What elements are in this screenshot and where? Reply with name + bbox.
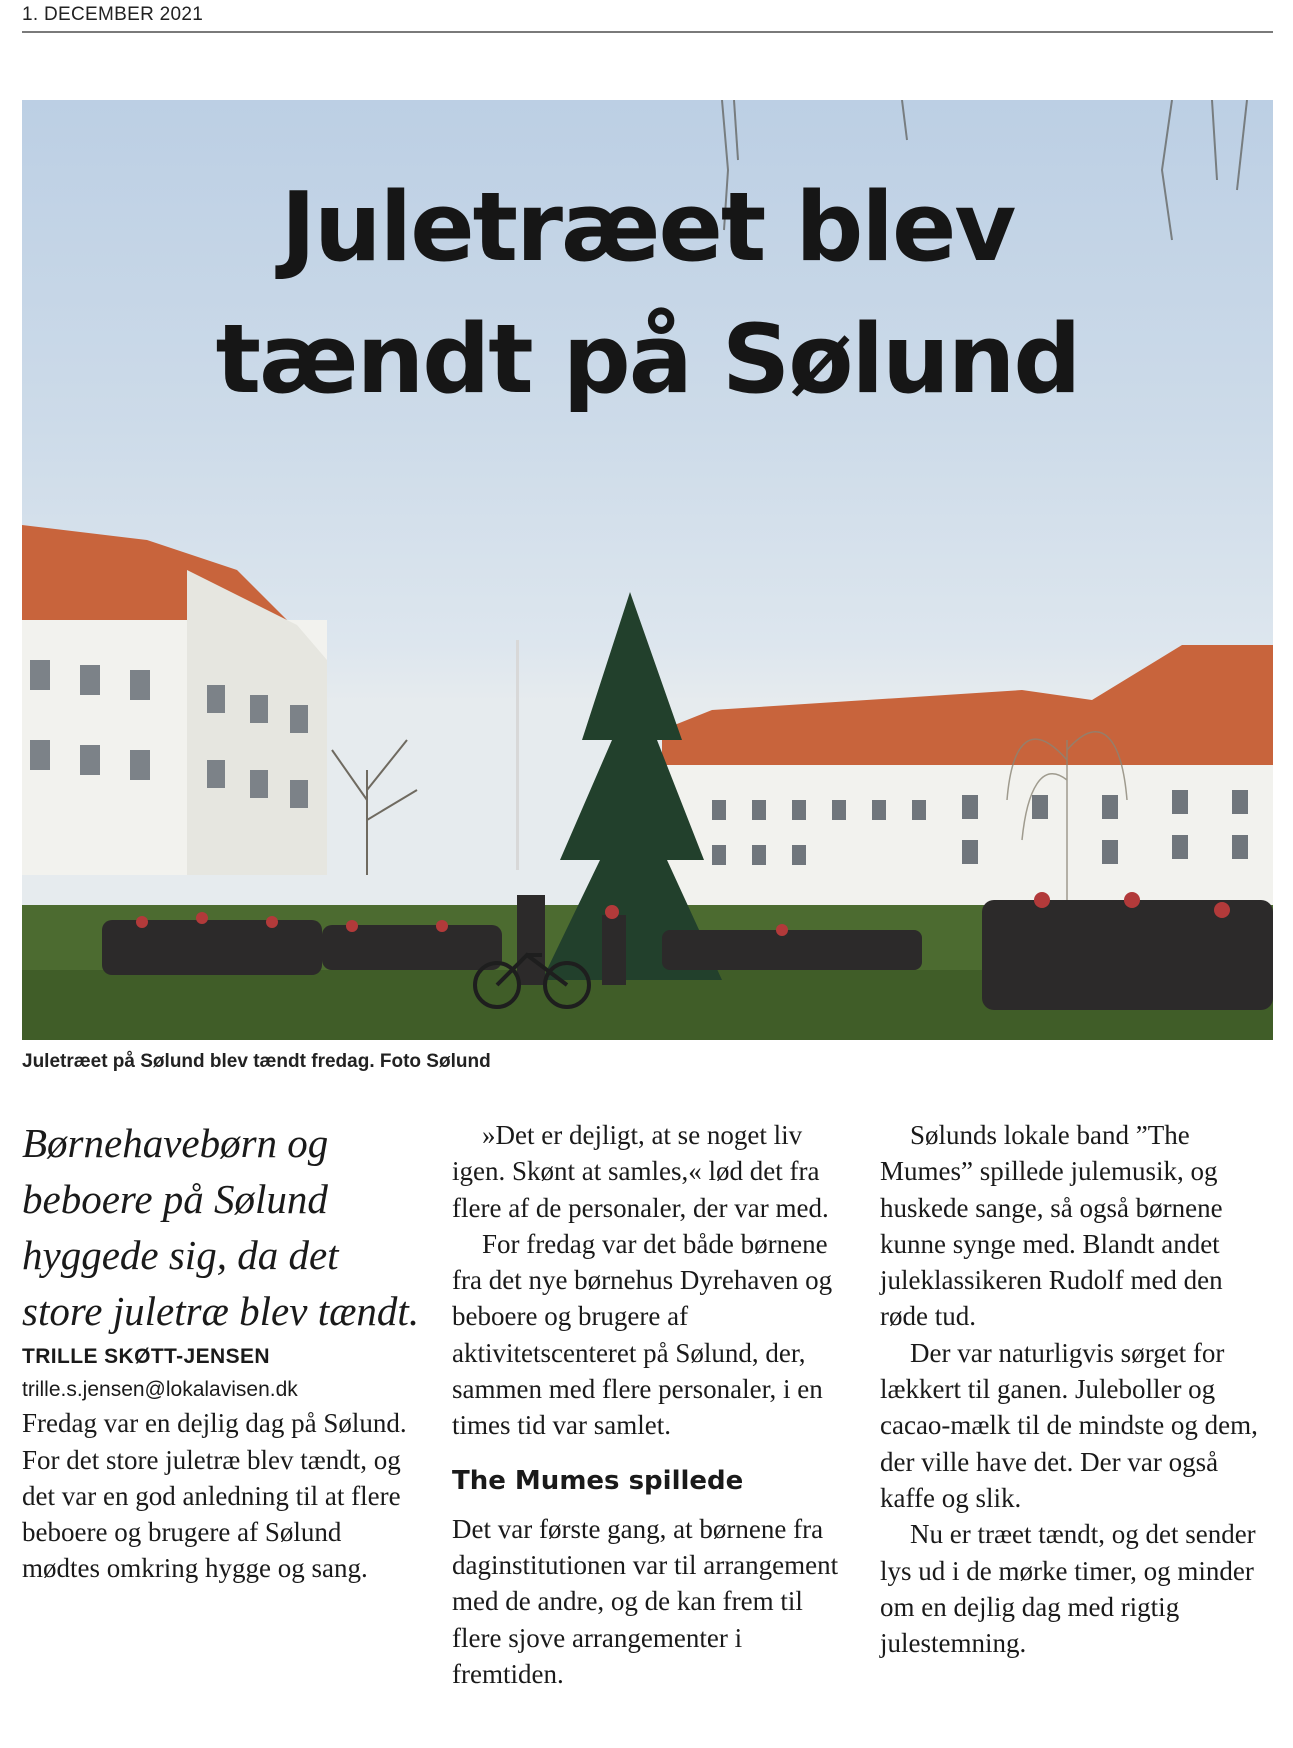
header-rule xyxy=(22,31,1273,33)
body-paragraph: Der var naturligvis sørget for lækkert til ganen. Juleboller og cacao-mælk til de mindste og dem, der ville have det. Der var også kaffe og slik. xyxy=(880,1337,1258,1513)
author-email: trille.s.jensen@lokalavisen.dk xyxy=(22,1378,298,1402)
body-paragraph: Det var første gang, at børnene fra daginstitutionen var til arrangement med de andre, og de kan frem til flere sjove arrangementer i fremtiden. xyxy=(452,1513,839,1689)
headline xyxy=(22,162,1273,426)
issue-date: 1. DECEMBER 2021 xyxy=(22,4,204,25)
body-paragraph: Fredag var en dejlig dag på Sølund. For det store juletræ blev tændt, og det var en god anledning til at flere beboere og brugere af Sølund mødtes omkring hygge og sang. xyxy=(22,1408,407,1584)
article-photo xyxy=(22,100,1273,1040)
photo-caption: Juletræet på Sølund blev tændt fredag. Foto Sølund xyxy=(22,1051,491,1072)
body-paragraph: For fredag var det både børnene fra det nye børnehus Dyrehaven og beboere og brugere af aktivitetscenteret på Sølund, der, sammen med flere personaler, i en times tid var samlet. xyxy=(452,1228,833,1441)
column-2 xyxy=(452,1117,844,1692)
body-paragraph: Sølunds lokale band ”The Mumes” spillede julemusik, og huskede sange, så også børnene kunne synge med. Blandt andet juleklassikeren Rudolf med den røde tud. xyxy=(880,1120,1223,1332)
body-paragraph: Nu er træet tændt, og det sender lys ud i de mørke timer, og minder om en dejlig dag med rigtig julestemning. xyxy=(880,1519,1256,1659)
right-building-roof xyxy=(662,645,1273,780)
column-1 xyxy=(22,1115,426,1587)
headline-line-2: tændt på Sølund xyxy=(215,305,1080,415)
column-3 xyxy=(880,1117,1272,1661)
subheading: The Mumes spillede xyxy=(452,1465,744,1496)
author-byline: TRILLE SKØTT-JENSEN xyxy=(22,1345,270,1368)
headline-line-1: Juletræet blev xyxy=(280,173,1015,283)
body-paragraph: »Det er dejligt, at se noget liv igen. Skønt at samles,« lød det fra flere af de personaler, der var med. xyxy=(452,1120,829,1223)
lead-paragraph: Børnehavebørn og beboere på Sølund hyggede sig, da det store juletræ blev tændt. xyxy=(22,1120,420,1334)
